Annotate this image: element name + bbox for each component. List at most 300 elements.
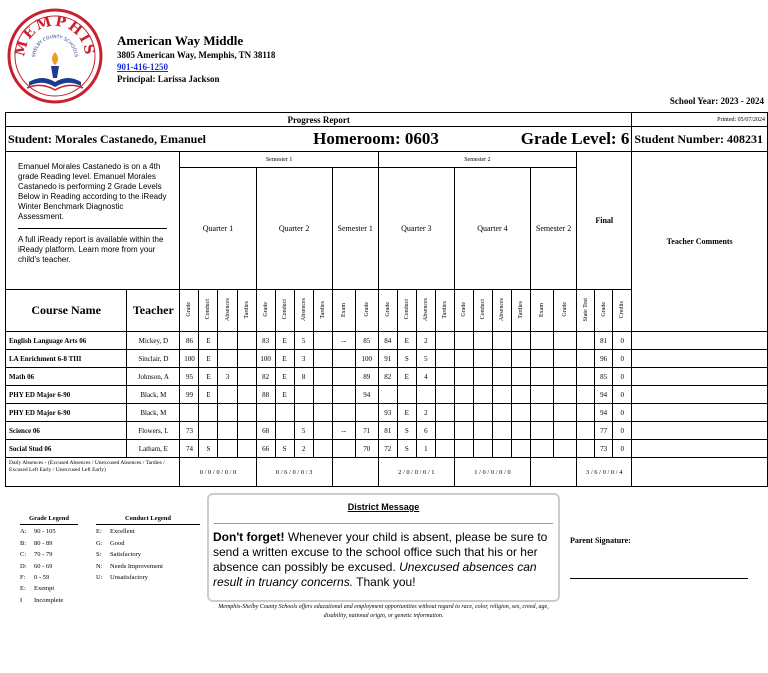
absences-final: 3 / 6 / 0 / 0 / 4 [577,458,632,487]
q2-cell [313,422,332,440]
parent-signature-line[interactable] [570,578,748,579]
final-credits-col-label: Credits [619,300,626,319]
conduct-legend-item [96,561,200,572]
s1-cell [332,386,355,404]
fin-cell [577,422,595,440]
q3-cell [435,404,454,422]
legend-value: Excellent [110,528,135,536]
s1-cell: 70 [355,440,378,458]
q1-cell: 100 [180,350,199,368]
q2-cell: 5 [294,332,313,350]
q4-cell [473,332,492,350]
q3-cell: 2 [416,404,435,422]
legend-key: C: [20,551,27,559]
q1-tardies-col-label: Tardies [243,300,250,319]
q4-cell [492,332,511,350]
q2-cell [313,332,332,350]
fin-cell: 0 [613,386,632,404]
semester-2-column-header: Semester 2 [531,168,577,290]
q4-cell [511,422,530,440]
q2-absences-col-header [294,290,313,332]
q1-cell [218,332,237,350]
s2-grade-col-header [554,290,577,332]
q3-cell: 4 [416,368,435,386]
q4-cell [492,368,511,386]
q3-grade-col-header [378,290,397,332]
course-row [6,386,768,404]
q4-cell [454,422,473,440]
legend-key: B: [20,539,27,547]
grade-legend-item [20,583,78,594]
q4-cell [511,368,530,386]
course-teacher: Latham, E [127,440,180,458]
q1-grade-col-header [180,290,199,332]
q4-conduct-col-label: Conduct [479,299,486,320]
fin-cell: 81 [595,332,613,350]
s1-grade-col-label: Grade [363,302,370,317]
conduct-legend-item [96,538,200,549]
q3-cell: E [397,368,416,386]
final-header: Final [577,152,632,290]
s2-exam-col-header [531,290,554,332]
legend-value: Needs Improvement [110,562,163,570]
q4-cell [454,368,473,386]
q1-cell: 73 [180,422,199,440]
district-logo [7,8,103,104]
q3-cell: 5 [416,350,435,368]
q4-cell [454,332,473,350]
q4-absences-col-header [492,290,511,332]
q4-cell [492,386,511,404]
q4-cell [454,386,473,404]
course-name: English Language Arts 06 [6,332,127,350]
report-title-cell [6,113,632,127]
teacher-comment-cell [632,350,768,368]
q2-cell: 66 [256,440,275,458]
q2-cell [256,404,275,422]
legend-key: D: [20,562,27,570]
q4-absences-col-label: Absences [498,298,505,321]
grade-legend-item [20,549,78,560]
q2-cell: 83 [256,332,275,350]
q2-cell [313,386,332,404]
semester-1-header: Semester 1 [180,152,378,168]
school-phone-link[interactable]: 901-416-1250 [117,62,168,72]
q2-tardies-col-header [313,290,332,332]
q4-cell [511,350,530,368]
q4-tardies-col-label: Tardies [518,300,524,319]
fin-cell: 77 [595,422,613,440]
final-grade-col-label: Grade [600,302,607,317]
q3-cell [435,386,454,404]
school-name: American Way Middle [117,33,244,48]
q3-cell: 91 [378,350,397,368]
fin-cell: 94 [595,404,613,422]
absences-s1 [332,458,378,487]
q1-cell: 74 [180,440,199,458]
q4-grade-col-label: Grade [460,302,467,317]
q1-cell [218,404,237,422]
course-row [6,404,768,422]
q4-cell [473,386,492,404]
q3-absences-col-header [416,290,435,332]
legend-key: E: [20,585,26,593]
final-state-test-col-header [577,290,595,332]
s1-cell: -- [332,332,355,350]
fin-cell [577,350,595,368]
quarter-4-header: Quarter 4 [454,168,530,290]
legend-key: E: [96,528,102,536]
q1-cell [237,386,256,404]
iready-note [6,152,180,290]
q1-grade-col-label: Grade [186,302,193,317]
q2-cell [275,404,294,422]
absences-label: Daily Absences - (Excused Absences / Unexcused Absences / Tardies / Excused Left Early / Unexcused Left Early) [6,458,180,487]
fin-cell [577,440,595,458]
q3-cell [435,422,454,440]
s1-cell [332,404,355,422]
s1-cell: 89 [355,368,378,386]
q3-tardies-col-label: Tardies [441,300,448,319]
legend-key: I [20,596,23,604]
grade-legend-title: Grade Legend [20,513,78,525]
grade-legend-item [20,561,78,572]
progress-report-table [5,112,768,487]
absences-q4: 1 / 0 / 0 / 0 / 0 [454,458,530,487]
svg-text:MEMPHIS: MEMPHIS [12,13,98,58]
q3-cell: 1 [416,440,435,458]
legend-value: 80 - 89 [34,539,53,547]
s1-cell [355,404,378,422]
q3-cell [435,350,454,368]
q1-cell: 99 [180,386,199,404]
q3-cell: E [397,404,416,422]
grade-legend-item [20,538,78,549]
parent-signature-label: Parent Signature: [570,536,631,545]
q2-cell [294,386,313,404]
s1-grade-col-header [355,290,378,332]
conduct-legend [96,513,200,583]
fin-cell: 0 [613,422,632,440]
q1-cell: E [199,350,218,368]
absences-q2: 0 / 6 / 0 / 0 / 3 [256,458,332,487]
q4-cell [454,350,473,368]
q4-cell [492,404,511,422]
teacher-comment-cell [632,332,768,350]
q4-cell [511,404,530,422]
s1-cell: 85 [355,332,378,350]
conduct-legend-item [96,572,200,583]
course-name: Social Stud 06 [6,440,127,458]
q2-cell [313,404,332,422]
student-number: Student Number: 408231 [632,127,768,152]
q3-cell: 82 [378,368,397,386]
legend-key: U: [96,574,103,582]
q2-cell: E [275,386,294,404]
final-state-test-col-label: State Test [582,297,589,322]
q2-cell: 82 [256,368,275,386]
q3-cell: 81 [378,422,397,440]
q1-cell [199,422,218,440]
q3-cell: 6 [416,422,435,440]
teacher-header: Teacher [127,290,180,332]
q2-cell [313,368,332,386]
course-name: Math 06 [6,368,127,386]
s2-cell [531,422,554,440]
legend-value: 70 - 79 [34,551,53,559]
svg-text:SHELBY COUNTY SCHOOLS: SHELBY COUNTY SCHOOLS [31,34,79,58]
q4-cell [492,350,511,368]
district-message-body [213,530,554,590]
course-teacher: Black, M [127,386,180,404]
fin-cell: 0 [613,368,632,386]
s1-cell: 71 [355,422,378,440]
q3-tardies-col-header [435,290,454,332]
q1-cell: E [199,368,218,386]
q2-conduct-col-header [275,290,294,332]
conduct-legend-item [96,549,200,560]
q4-cell [473,440,492,458]
district-message-tail: Thank you! [353,575,416,589]
legend-key: S: [96,551,102,559]
q1-cell [218,422,237,440]
fin-cell: 96 [595,350,613,368]
quarter-1-header: Quarter 1 [180,168,256,290]
school-principal: Principal: Larissa Jackson [117,74,220,84]
teacher-comment-cell [632,422,768,440]
q4-conduct-col-header [473,290,492,332]
q1-cell: E [199,332,218,350]
grade-legend-item [20,572,78,583]
s2-cell [554,368,577,386]
q4-cell [511,386,530,404]
legend-value: 90 - 105 [34,528,56,536]
absences-q3: 2 / 0 / 0 / 0 / 1 [378,458,454,487]
final-grade-col-header [595,290,613,332]
course-name: PHY ED Major 6-90 [6,404,127,422]
s1-cell: 94 [355,386,378,404]
s2-cell [554,422,577,440]
homeroom: Homeroom: 0603 [313,127,454,152]
nondiscrimination-statement: Memphis-Shelby County Schools offers educational and employment opportunities without regard to race, color, religion, sex, creed, age, disability, national origin, or genetic information. [218,604,549,619]
teacher-comment-cell [632,440,768,458]
quarter-3-header: Quarter 3 [378,168,454,290]
course-teacher: Sinclair, D [127,350,180,368]
s2-grade-col-label: Grade [562,302,569,317]
grade-legend [20,513,78,606]
s2-cell [531,368,554,386]
q3-conduct-col-label: Conduct [403,299,410,320]
legend-value: Exempt [34,585,55,593]
q1-cell: E [199,386,218,404]
q2-cell: 5 [294,422,313,440]
q3-grade-col-label: Grade [384,302,391,317]
teacher-comment-cell [632,404,768,422]
course-row [6,368,768,386]
course-row [6,422,768,440]
q3-cell: S [397,422,416,440]
q1-cell: 95 [180,368,199,386]
course-teacher: Johnson, A [127,368,180,386]
q1-cell [218,350,237,368]
conduct-legend-title: Conduct Legend [96,513,200,525]
q2-grade-col-label: Grade [262,302,269,317]
district-message-warning: Unexcused absences can result in truancy concerns. [213,560,537,589]
fin-cell [577,332,595,350]
legend-key: A: [20,528,27,536]
fin-cell: 73 [595,440,613,458]
district-message-lead: Don't forget! [213,530,285,544]
legend-value: 0 - 59 [34,574,50,582]
q1-cell [237,350,256,368]
s1-cell [332,368,355,386]
q1-cell [237,440,256,458]
teacher-comments-header: Teacher Comments [632,152,768,332]
legend-key: F: [20,574,26,582]
q4-cell [473,422,492,440]
legend-value: Good [110,539,125,547]
q2-cell: E [275,332,294,350]
teacher-comment-cell [632,386,768,404]
q3-cell: S [397,440,416,458]
q4-cell [511,332,530,350]
q2-grade-col-header [256,290,275,332]
conduct-legend-item [96,526,200,537]
absences-q1: 0 / 0 / 0 / 0 / 0 [180,458,256,487]
s2-cell [531,386,554,404]
district-message-title: District Message [347,502,420,512]
q3-cell: 2 [416,332,435,350]
school-year: School Year: 2023 - 2024 [669,96,764,106]
q4-cell [473,350,492,368]
teacher-comment-cell [632,368,768,386]
q2-cell: 2 [294,440,313,458]
grade-legend-item [20,595,78,606]
student-name: Student: Morales Castanedo, Emanuel [6,127,314,152]
legend-value: 60 - 69 [34,562,53,570]
q1-cell [199,404,218,422]
district-message-box [207,493,560,602]
course-teacher: Black, M [127,404,180,422]
q1-cell [237,422,256,440]
absences-comment [632,458,768,487]
q2-tardies-col-label: Tardies [319,300,326,319]
q4-cell [511,440,530,458]
q4-grade-col-header [454,290,473,332]
course-teacher: Mickey, D [127,332,180,350]
q3-cell: 84 [378,332,397,350]
q2-cell: E [275,368,294,386]
s2-cell [554,332,577,350]
fin-cell: 0 [613,404,632,422]
absences-s2 [531,458,577,487]
s2-cell [531,440,554,458]
q1-conduct-col-header [199,290,218,332]
q2-cell: 100 [256,350,275,368]
q3-cell: E [397,332,416,350]
printed-date: Printed: 05/07/2024 [632,113,768,127]
legend-key: G: [96,539,103,547]
s1-exam-col-header [332,290,355,332]
legend-value: Satisfactory [110,551,142,559]
final-credits-col-header [613,290,632,332]
q1-cell [218,386,237,404]
q3-cell [435,368,454,386]
semester-1-column-header: Semester 1 [332,168,378,290]
q3-cell: 93 [378,404,397,422]
q1-cell [237,368,256,386]
q2-conduct-col-label: Conduct [281,299,288,320]
q1-absences-col-header [218,290,237,332]
q1-cell [237,404,256,422]
s2-cell [531,350,554,368]
fin-cell: 0 [613,440,632,458]
course-teacher: Flowers, L [127,422,180,440]
course-row [6,332,768,350]
fin-cell [577,404,595,422]
q2-cell [294,404,313,422]
legend-value: Unsatisfactory [110,574,148,582]
grade-legend-item [20,526,78,537]
q2-absences-col-label: Absences [300,298,307,321]
report-title: Progress Report [287,114,350,125]
q3-cell [416,386,435,404]
q1-cell: 3 [218,368,237,386]
q2-cell: S [275,440,294,458]
fin-cell [577,368,595,386]
fin-cell: 0 [613,350,632,368]
q2-cell: 3 [294,350,313,368]
course-name: Science 06 [6,422,127,440]
quarter-2-header: Quarter 2 [256,168,332,290]
s2-cell [554,440,577,458]
q2-cell [275,422,294,440]
grade-level: Grade Level: 6 [454,127,631,152]
fin-cell: 94 [595,386,613,404]
s1-cell: 100 [355,350,378,368]
course-row [6,350,768,368]
course-name-header: Course Name [6,290,127,332]
q3-absences-col-label: Absences [422,298,429,321]
q3-conduct-col-header [397,290,416,332]
s2-cell [554,386,577,404]
s1-cell: -- [332,422,355,440]
q4-cell [473,404,492,422]
q4-cell [492,440,511,458]
q3-cell: S [397,350,416,368]
course-row [6,440,768,458]
school-address: 3805 American Way, Memphis, TN 38118 [117,50,276,60]
q1-cell [218,440,237,458]
q4-cell [454,404,473,422]
absences-row [6,458,768,487]
s2-cell [531,332,554,350]
q2-cell: 8 [294,368,313,386]
q3-cell [397,386,416,404]
fin-cell [577,386,595,404]
s1-exam-col-label: Exam [340,302,347,317]
q1-cell [237,332,256,350]
q4-cell [492,422,511,440]
district-message-text: Whenever your child is absent, please be sure to send a written excuse to the school office such that his or her absence can possibly be excused. [213,530,548,574]
q1-absences-col-label: Absences [224,298,231,321]
q2-cell: E [275,350,294,368]
fin-cell: 0 [613,332,632,350]
course-name: LA Enrichment 6-8 TIII [6,350,127,368]
q4-cell [473,368,492,386]
s2-exam-col-label: Exam [539,302,546,317]
s2-cell [554,350,577,368]
